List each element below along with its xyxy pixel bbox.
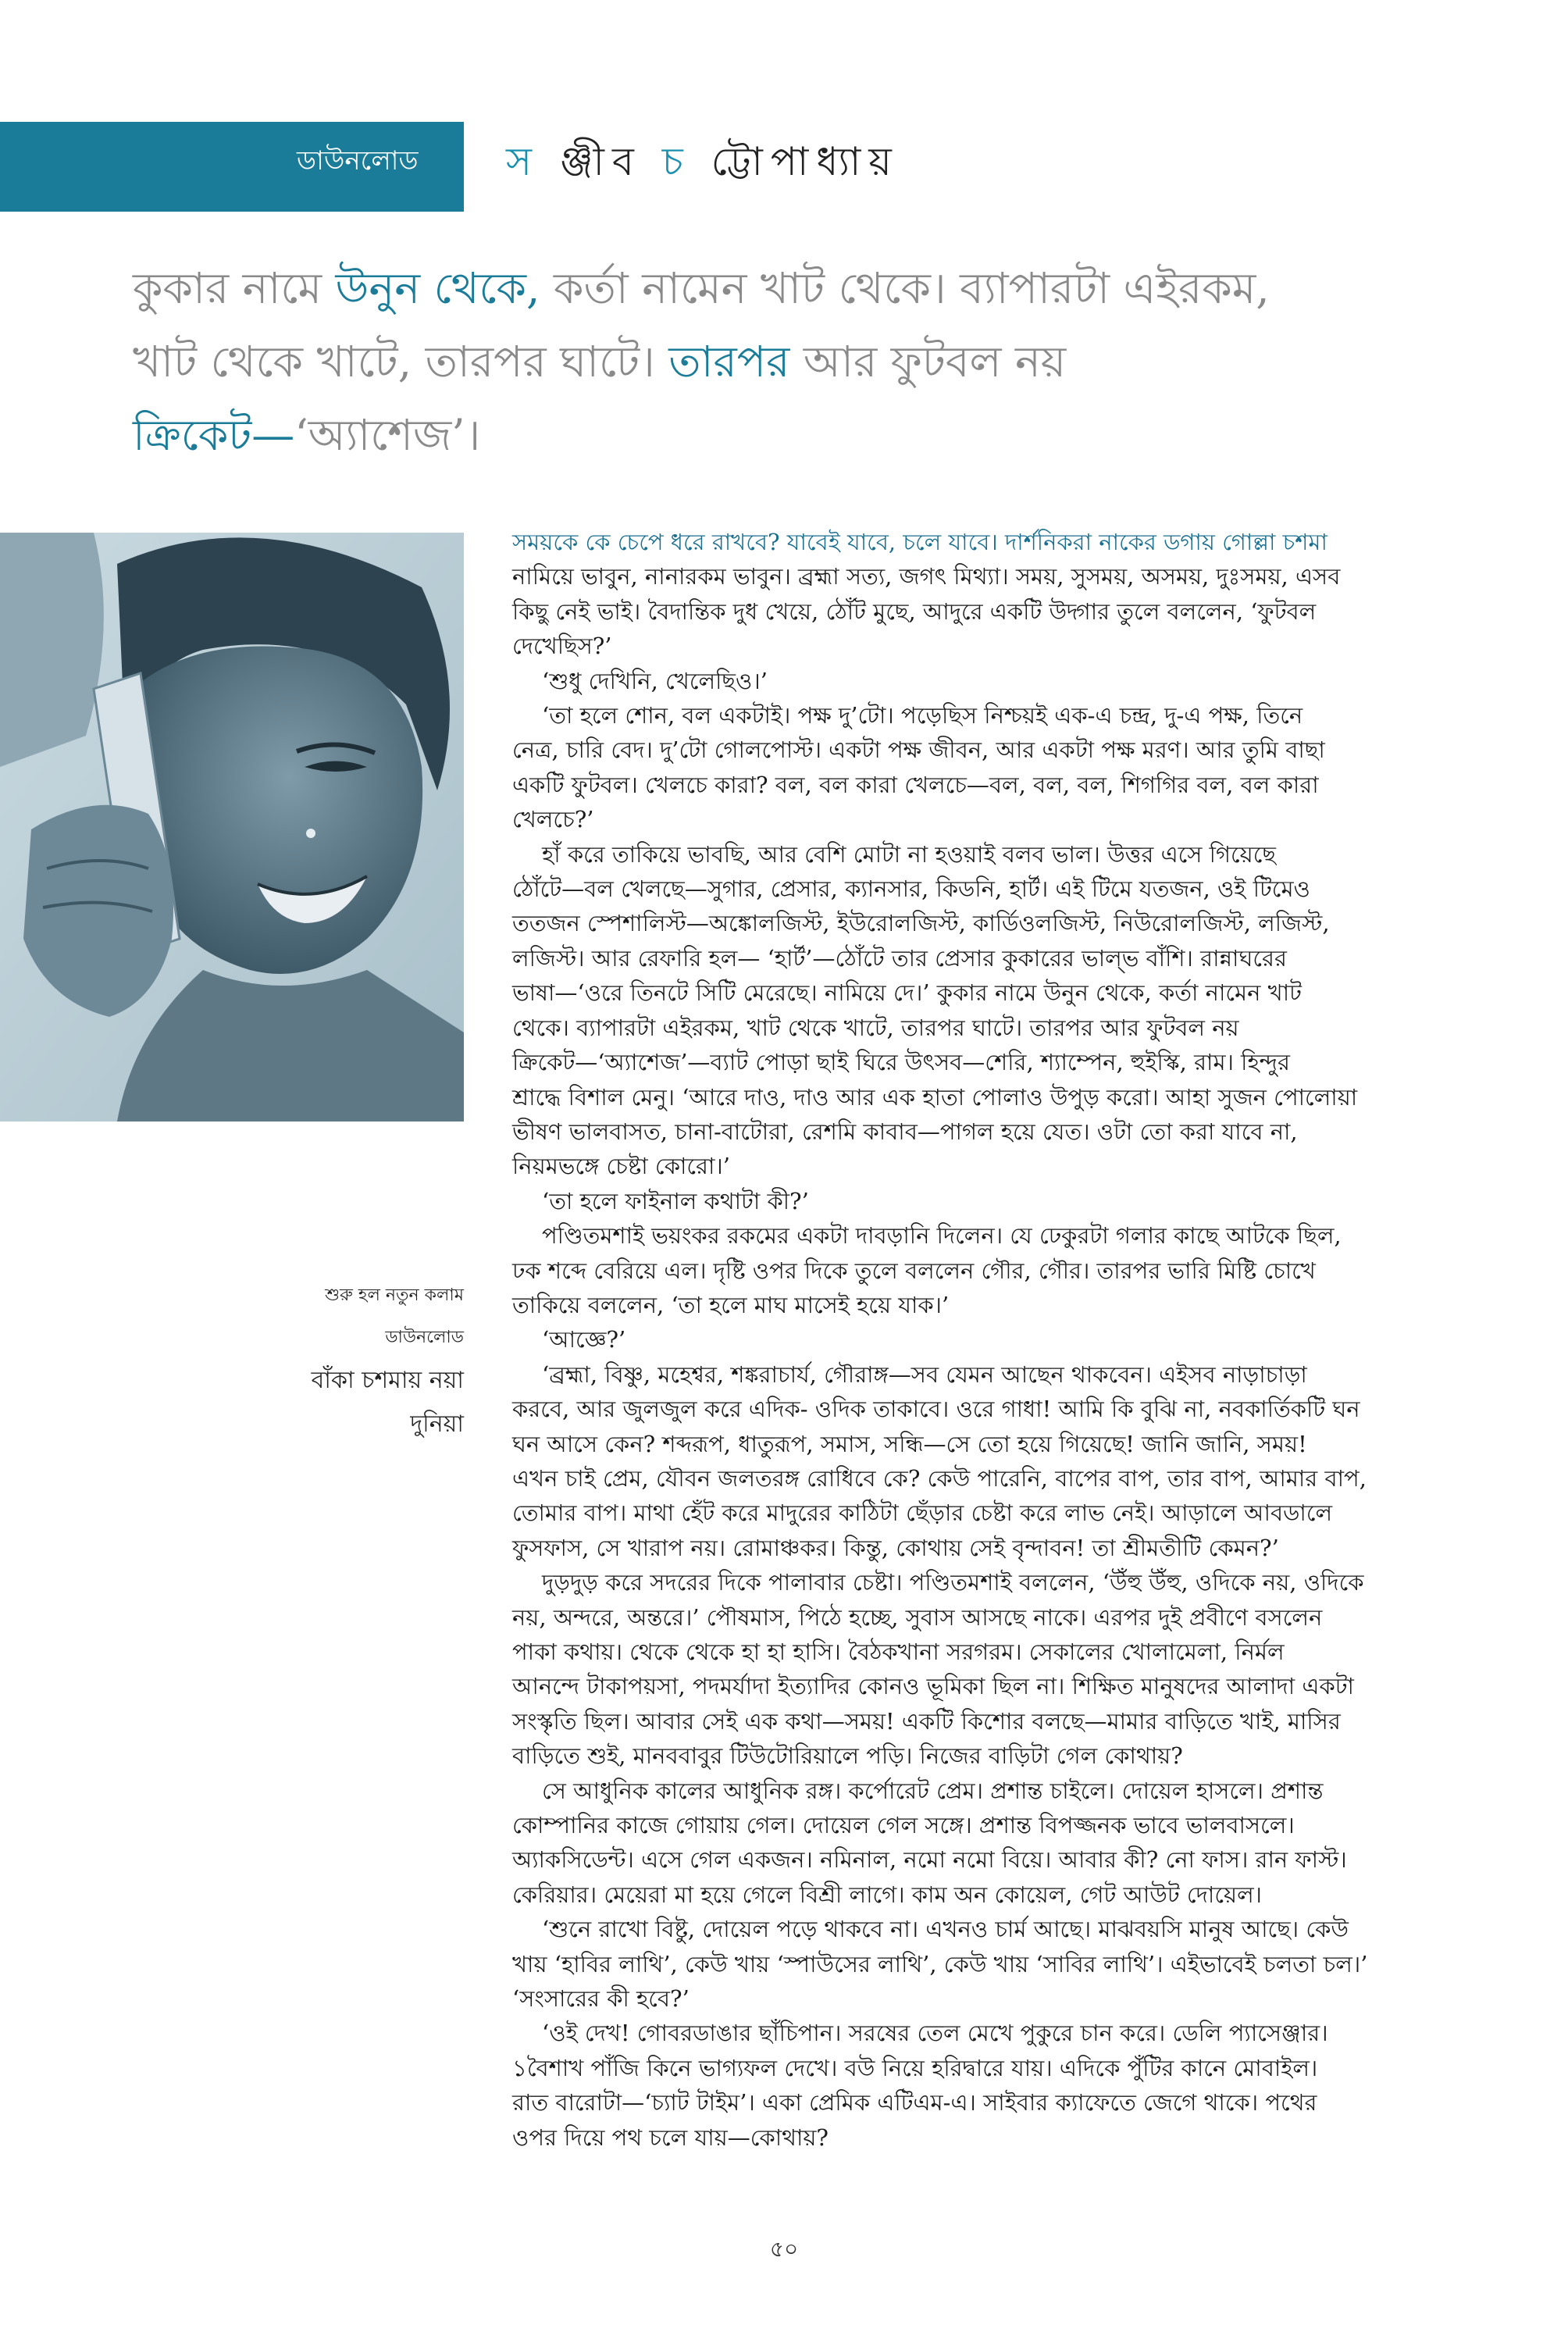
article-line: তোমার বাপ। মাথা হেঁট করে মাদুরের কাঠিটা ছেঁড়ার চেষ্টা করে লাভ নেই। আড়ালে আবডালে <box>512 1500 1333 1527</box>
article-line: খেলচে?’ <box>512 806 594 833</box>
article-line: ফুসফাস, সে খারাপ নয়। রোমাঞ্চকর। কিন্তু, কোথায় সেই বৃন্দাবন! তা শ্রীমতীটি কেমন?’ <box>512 1534 1279 1561</box>
article-line: ঢক শব্দে বেরিয়ে এল। দৃষ্টি ওপর দিকে তুলে বললেন গৌর, গৌর। তারপর ভারি মিষ্টি চোখে <box>512 1257 1316 1284</box>
article-line: দেখেছিস?’ <box>512 633 612 660</box>
author-accent-1: স <box>506 139 540 184</box>
article-line: পাকা কথায়। থেকে থেকে হা হা হাসি। বৈঠকখানা সরগরম। সেকালের খোলামেলা, নির্মল <box>512 1639 1285 1665</box>
photo-caption <box>133 1275 464 1446</box>
article-line: ঘন আসে কেন? শব্দরূপ, ধাতুরূপ, সমাস, সন্ধি—সে তো হয়ে গিয়েছে! জানি জানি, সময়! <box>512 1430 1307 1457</box>
article-line: পণ্ডিতমশাই ভয়ংকর রকমের একটা দাবড়ানি দিলেন। যে ঢেকুরটা গলার কাছে আটকে ছিল, <box>542 1222 1342 1250</box>
article-line: থেকে। ব্যাপারটা এইরকম, খাট থেকে খাটে, তারপর ঘাটে। তারপর আর ফুটবল নয় <box>512 1014 1239 1041</box>
pull-quote <box>133 251 1460 472</box>
article-line: ঠোঁটে—বল খেলছে—সুগার, প্রেসার, ক্যানসার, কিডনি, হার্ট। এই টিমে যতজন, ওই টিমেও <box>512 875 1310 903</box>
pull-highlight: উনুন থেকে, <box>335 263 540 313</box>
article-line: খায় ‘হাবির লাথি’, কেউ খায় ‘স্পাউসের লাথি’, কেউ খায় ‘সাবির লাথি’। এইভাবেই চলতা চল।’ <box>512 1950 1368 1977</box>
photo-illustration <box>0 533 464 1122</box>
article-line: নেত্র, চারি বেদ। দু’টো গোলপোস্ট। একটা পক্ষ জীবন, আর একটা পক্ষ মরণ। আর তুমি বাছা <box>512 736 1325 764</box>
pull-quote-line-1 <box>133 251 1460 325</box>
article-line: কেরিয়ার। মেয়েরা মা হয়ে গেলে বিশ্রী লাগে। কাম অন কোয়েল, গেট আউট দোয়েল। <box>512 1881 1263 1908</box>
article-line: করবে, আর জুলজুল করে এদিক- ওদিক তাকাবে। ওরে গাধা! আমি কি বুঝি না, নবকার্তিকটি ঘন <box>512 1396 1360 1423</box>
article-body <box>512 525 1449 2155</box>
article-line: নয়, অন্দরে, অন্তরে।’ পৌষমাস, পিঠে হচ্ছে, সুবাস আসছে নাকে। এরপর দুই প্রবীণে বসলেন <box>512 1603 1323 1631</box>
article-line: ‘ওই দেখ! গোবরডাঙার ছাঁচিপান। সরষের তেল মেখে পুকুরে চান করে। ডেলি প্যাসেঞ্জার। <box>542 2020 1328 2047</box>
article-line: অ্যাকসিডেন্ট। এসে গেল একজন। নমিনাল, নমো নমো বিয়ে। আবার কী? নো ফাস। রান ফাস্ট। <box>512 1846 1347 1874</box>
article-line: শ্রাদ্ধে বিশাল মেনু। ‘আরে দাও, দাও আর এক হাতা পোলাও উপুড় করো। আহা সুজন পোলোয়া <box>512 1083 1358 1111</box>
article-line: এখন চাই প্রেম, যৌবন জলতরঙ্গ রোধিবে কে? কেউ পারেনি, বাপের বাপ, তার বাপ, আমার বাপ, <box>512 1464 1367 1492</box>
article-line: তাকিয়ে বললেন, ‘তা হলে মাঘ মাসেই হয়ে যাক।’ <box>512 1291 950 1318</box>
article-line: লজিস্ট। আর রেফারি হল— ‘হার্ট’—ঠোঁটে তার প্রেসার কুকারের ভাল্ভ বাঁশি। রান্নাঘরের <box>512 944 1287 972</box>
article-line: ‘আজ্ঞে?’ <box>542 1326 626 1353</box>
article-line: বাড়িতে শুই, মানববাবুর টিউটোরিয়ালে পড়ি। নিজের বাড়িটা গেল কোথায়? <box>512 1742 1183 1770</box>
article-line: ততজন স্পেশালিস্ট—অঙ্কোলজিস্ট, ইউরোলজিস্ট, কার্ডিওলজিস্ট, নিউরোলজিস্ট, লজিস্ট, <box>512 910 1330 937</box>
article-line: কিছু নেই ভাই। বৈদান্তিক দুধ খেয়ে, ঠোঁট মুছে, আদুরে একটি উদ্গার তুলে বললেন, ‘ফুটবল <box>512 597 1317 625</box>
caption-line: বাঁকা চশমায় নয়া <box>311 1367 464 1394</box>
article-line: নামিয়ে ভাবুন, নানারকম ভাবুন। ব্রহ্মা সত্য, জগৎ মিথ্যা। সময়, সুসময়, অসময়, দুঃসময়, এসব <box>512 563 1341 590</box>
article-line: নিয়মভঙ্গে চেষ্টা কোরো।’ <box>512 1153 731 1180</box>
pull-quote-line-3 <box>133 398 1460 472</box>
caption-line: দুনিয়া <box>410 1410 464 1438</box>
page-number: ৫০ <box>769 2236 799 2262</box>
pull-text: কুকার নামে <box>133 263 336 313</box>
pull-highlight: তারপর <box>668 337 790 387</box>
pull-text: আর ফুটবল নয় <box>789 337 1067 387</box>
article-line: সে আধুনিক কালের আধুনিক রঙ্গ। কর্পোরেট প্রেম। প্রশান্ত চাইলে। দোয়েল হাসলে। প্রশান্ত <box>542 1777 1324 1804</box>
caption-line: শুরু হল নতুন কলাম <box>325 1286 464 1305</box>
article-line: ‘তা হলে শোন, বল একটাই। পক্ষ দু’টো। পড়েছিস নিশ্চয়ই এক-এ চন্দ্র, দু-এ পক্ষ, তিনে <box>542 702 1303 729</box>
article-lead-line: সময়কে কে চেপে ধরে রাখবে? যাবেই যাবে, চলে যাবে। দার্শনিকরা নাকের ডগায় গোল্লা চশমা <box>512 529 1327 555</box>
pull-text: কর্তা নামেন খাট থেকে। ব্যাপারটা এইরকম, <box>540 263 1270 313</box>
article-line: ক্রিকেট—‘অ্যাশেজ’—ব্যাট পোড়া ছাই ঘিরে উৎসব—শেরি, শ্যাম্পেন, হুইস্কি, রাম। হিন্দুর <box>512 1049 1290 1076</box>
article-line: দুড়দুড় করে সদরের দিকে পালাবার চেষ্টা। পণ্ডিতমশাই বললেন, ‘উঁহু উঁহু, ওদিকে নয়, ওদিকে <box>542 1569 1364 1596</box>
pull-text: খাট থেকে খাটে, তারপর ঘাটে। <box>133 337 669 387</box>
caption-line: ডাউনলোড <box>385 1328 464 1347</box>
article-line: ১বৈশাখ পাঁজি কিনে ভাগ্যফল দেখে। বউ নিয়ে হরিদ্বারে যায়। এদিকে পুঁটির কানে মোবাইল। <box>512 2054 1318 2081</box>
article-line: সংস্কৃতি ছিল। আবার সেই এক কথা—সময়! একটি কিশোর বলছে—মামার বাড়িতে খাই, মাসির <box>512 1707 1341 1735</box>
article-line: আনন্দে টাকাপয়সা, পদমর্যাদা ইত্যাদির কোনও ভূমিকা ছিল না। শিক্ষিত মানুষদের আলাদা একটা <box>512 1673 1354 1700</box>
article-line: হাঁ করে তাকিয়ে ভাবছি, আর বেশি মোটা না হওয়াই বলব ভাল। উত্তর এসে গিয়েছে <box>542 840 1276 868</box>
article-line: ‘সংসারের কী হবে?’ <box>512 1985 690 2013</box>
author-part-2: ট্টোপাধ্যায় <box>711 139 900 184</box>
article-line: ‘শুধু দেখিনি, খেলেছিও।’ <box>542 667 768 694</box>
article-line: ‘ব্রহ্মা, বিষ্ণু, মহেশ্বর, শঙ্করাচার্য, গৌরাঙ্গ—সব যেমন আছেন থাকবেন। এইসব নাড়াচাড়া <box>542 1360 1307 1388</box>
article-line: একটি ফুটবল। খেলচে কারা? বল, বল কারা খেলচে—বল, বল, বল, শিগগির বল, বল কারা <box>512 771 1319 798</box>
article-line: রাত বারোটা—‘চ্যাট টাইম’। একা প্রেমিক এটিএম-এ। সাইবার ক্যাফেতে জেগে থাকে। পথের <box>512 2089 1317 2116</box>
pull-highlight: ক্রিকেট— <box>133 410 295 460</box>
section-label: ডাউনলোড <box>297 145 419 177</box>
author-accent-2: চ <box>661 139 691 184</box>
author-name <box>506 130 900 194</box>
article-line: ওপর দিয়ে পথ চলে যায়—কোথায়? <box>512 2124 829 2151</box>
author-part-1: ঞ্জীব <box>559 139 642 184</box>
pull-text: ‘অ্যাশেজ’। <box>294 410 481 460</box>
pull-quote-line-2 <box>133 325 1460 398</box>
woman-on-phone-photo <box>0 533 464 1122</box>
article-line: ‘তা হলে ফাইনাল কথাটা কী?’ <box>542 1187 809 1214</box>
article-line: ‘শুনে রাখো বিষ্টু, দোয়েল পড়ে থাকবে না। এখনও চার্ম আছে। মাঝবয়সি মানুষ আছে। কেউ <box>542 1916 1349 1943</box>
article-line: কোম্পানির কাজে গোয়ায় গেল। দোয়েল গেল সঙ্গে। প্রশান্ত বিপজ্জনক ভাবে ভালবাসলে। <box>512 1812 1295 1839</box>
article-line: ভাষা—‘ওরে তিনটে সিটি মেরেছে। নামিয়ে দে।’ কুকার নামে উনুন থেকে, কর্তা নামেন খাট <box>512 979 1302 1007</box>
article-line: ভীষণ ভালবাসত, চানা-বাটোরা, রেশমি কাবাব—পাগল হয়ে যেত। ওটা তো করা যাবে না, <box>512 1118 1298 1145</box>
